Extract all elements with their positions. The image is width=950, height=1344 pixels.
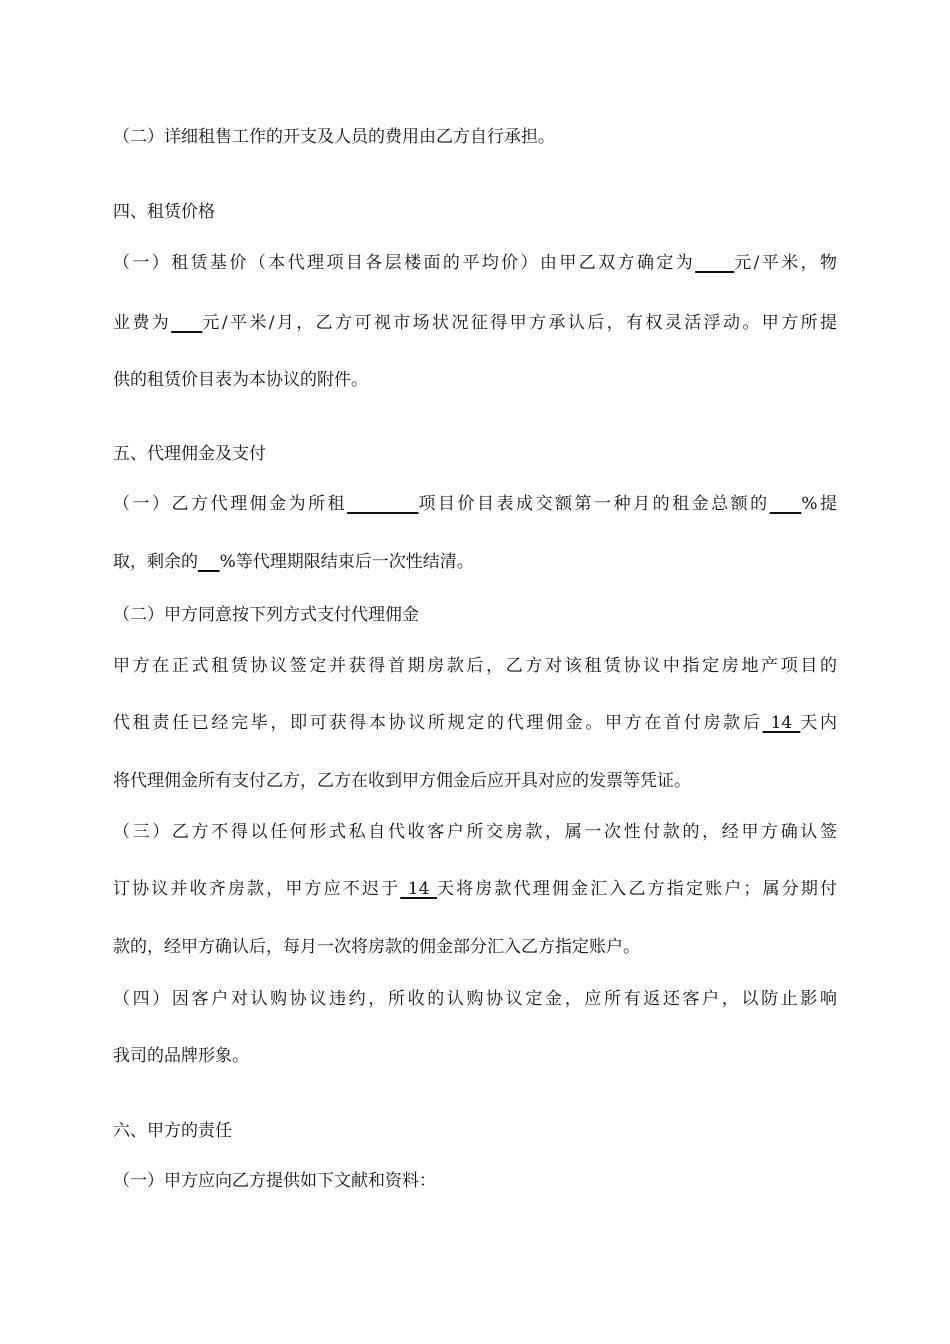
text: （一）租赁基价（本代理项目各层楼面的平均价）由甲乙双方确定为 (113, 253, 696, 273)
text: 取，剩余的 (113, 552, 198, 572)
text: 我司的品牌形象。 (113, 1046, 249, 1066)
paragraph-no-private-collection-line-1 (113, 820, 837, 844)
text: 元/平米，物 (734, 253, 838, 273)
section-heading-commission (113, 442, 837, 466)
text: 将代理佣金所有支付乙方，乙方在收到甲方佣金后应开具对应的发票等凭证。 (113, 771, 691, 791)
heading-text: 六、甲方的责任 (113, 1121, 232, 1141)
paragraph-payment-line-2 (113, 711, 837, 735)
paragraph-no-private-collection-line-3 (113, 935, 837, 959)
text: 款的，经甲方确认后，每月一次将房款的佣金部分汇入乙方指定账户。 (113, 937, 640, 957)
text: （二）甲方同意按下列方式支付代理佣金 (113, 605, 419, 625)
blank-days: 14 (762, 713, 801, 733)
paragraph-payment-line-1 (113, 654, 837, 678)
paragraph-commission-line-2 (113, 550, 837, 574)
text: %等代理期限结束后一次性结清。 (219, 552, 474, 572)
text: 供的租赁价目表为本协议的附件。 (113, 370, 368, 390)
paragraph-party-a-documents (113, 1169, 837, 1193)
paragraph-base-price-line-3 (113, 368, 837, 392)
paragraph-expenses (113, 125, 837, 149)
text: 订协议并收齐房款，甲方应不迟于 (113, 879, 401, 899)
heading-text: 五、代理佣金及支付 (113, 444, 266, 464)
paragraph-payment-line-3 (113, 769, 837, 793)
paragraph-base-price-line-1 (113, 251, 837, 275)
blank-commission-percent (770, 494, 802, 514)
blank-remaining-percent (198, 552, 220, 572)
text: %提 (801, 494, 838, 514)
text: 天内 (800, 713, 837, 733)
section-heading-party-a-duties (113, 1119, 837, 1143)
text: 天将房款代理佣金汇入乙方指定账户；属分期付 (437, 879, 837, 899)
text: （二）详细租售工作的开支及人员的费用由乙方自行承担。 (113, 127, 555, 147)
text: 项目价目表成交额第一种月的租金总额的 (418, 494, 770, 514)
blank-days: 14 (400, 879, 437, 899)
paragraph-deposit-refund-line-1 (113, 987, 837, 1011)
section-heading-rental-price (113, 200, 837, 224)
paragraph-base-price-line-2 (113, 311, 837, 335)
blank-property-fee (171, 313, 202, 333)
blank-base-price (695, 253, 734, 273)
heading-text: 四、租赁价格 (113, 202, 215, 222)
text: 代租责任已经完毕，即可获得本协议所规定的代理佣金。甲方在首付房款后 (113, 713, 763, 733)
text: 业费为 (113, 313, 172, 333)
paragraph-no-private-collection-line-2 (113, 877, 837, 901)
paragraph-deposit-refund-line-2 (113, 1044, 837, 1068)
text: （一）甲方应向乙方提供如下文献和资料： (113, 1171, 436, 1191)
paragraph-commission-line-1 (113, 492, 837, 516)
text: （四）因客户对认购协议违约，所收的认购协议定金，应所有返还客户，以防止影响 (113, 989, 837, 1009)
blank-project-name (347, 494, 418, 514)
text: 元/平米/月，乙方可视市场状况征得甲方承认后，有权灵活浮动。甲方所提 (202, 313, 837, 333)
text: 甲方在正式租赁协议签定并获得首期房款后，乙方对该租赁协议中指定房地产项目的 (113, 656, 837, 676)
text: （三）乙方不得以任何形式私自代收客户所交房款，属一次性付款的，经甲方确认签 (113, 822, 837, 842)
paragraph-payment-method (113, 603, 837, 627)
text: （一）乙方代理佣金为所租 (113, 494, 348, 514)
